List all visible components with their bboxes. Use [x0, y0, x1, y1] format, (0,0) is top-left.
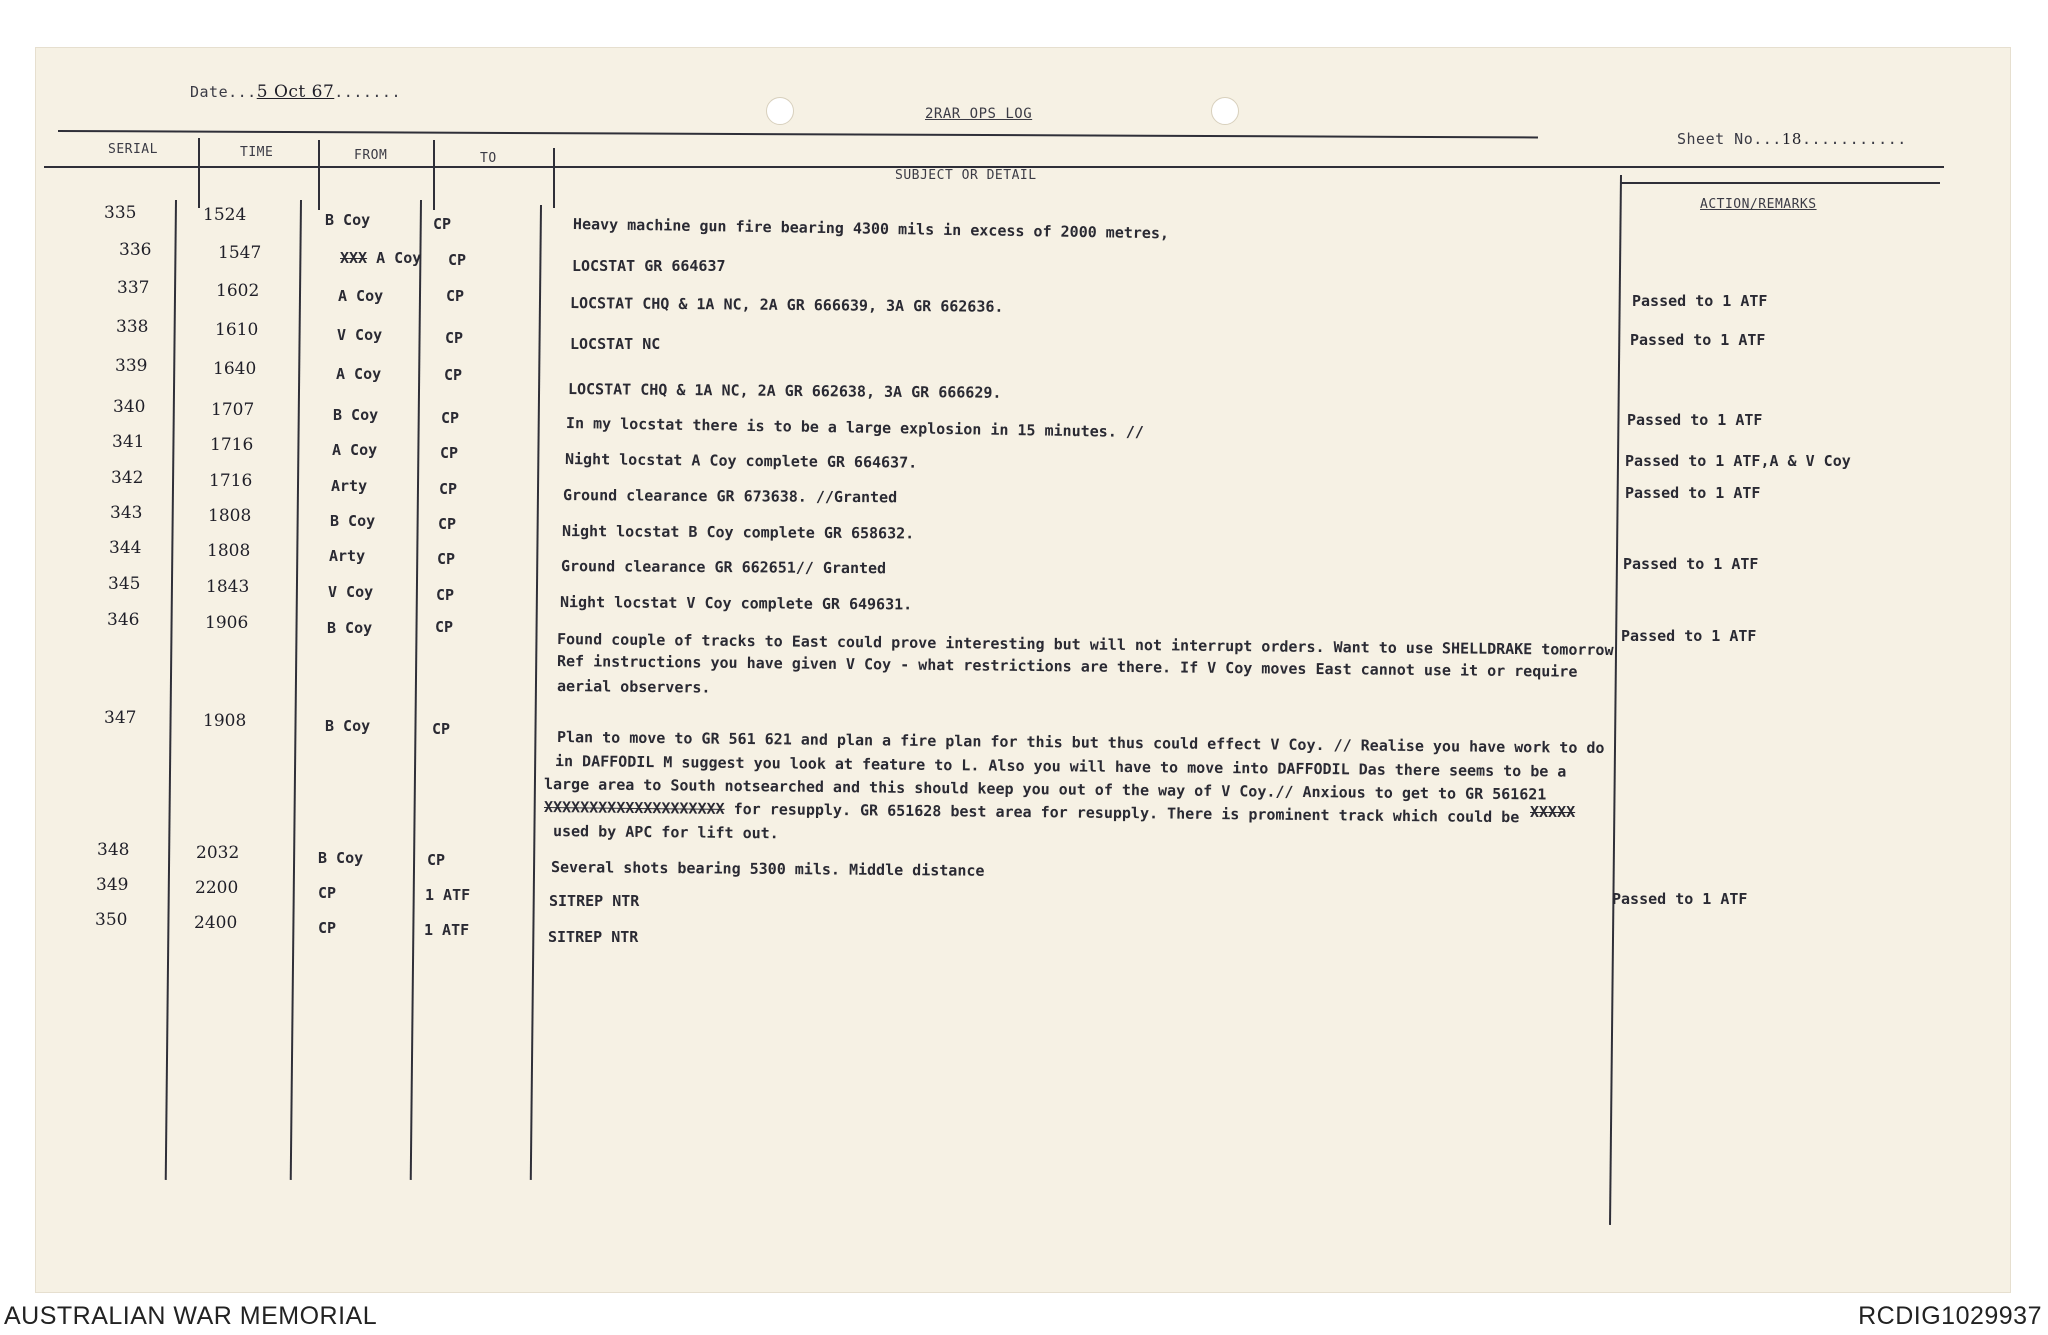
- sheet-label: Sheet No...: [1677, 130, 1782, 148]
- row-serial: 343: [110, 503, 143, 523]
- row-detail-line: In my locstat there is to be a large explosion in 15 minutes. //: [565, 414, 1145, 442]
- footer-institution: AUSTRALIAN WAR MEMORIAL: [4, 1302, 378, 1330]
- row-to: CP: [439, 480, 458, 498]
- row-to: CP: [437, 550, 456, 568]
- row-time: 1716: [209, 471, 253, 491]
- row-detail-line: SITREP NTR: [549, 892, 640, 910]
- row-detail-line: LOCSTAT NC: [570, 335, 661, 353]
- row-serial: 349: [96, 875, 129, 895]
- row-detail-line: LOCSTAT CHQ & 1A NC, 2A GR 662638, 3A GR 666629.: [567, 380, 1002, 402]
- row-from: A Coy: [336, 365, 382, 383]
- row-detail-line: Ref instructions you have given V Coy - what restrictions are there. If V Coy moves East cannot use it or require: [556, 652, 1578, 681]
- row-action: Passed to 1 ATF: [1612, 890, 1748, 908]
- col-header-subject: SUBJECT OR DETAIL: [895, 168, 1037, 183]
- row-detail-line: Heavy machine gun fire bearing 4300 mils in excess of 2000 metres,: [572, 215, 1170, 243]
- row-detail-line: LOCSTAT GR 664637: [572, 257, 726, 275]
- struck-text: XXXXX: [1530, 803, 1576, 821]
- row-time: 1906: [205, 613, 249, 633]
- col-header-time: TIME: [240, 145, 274, 160]
- punch-hole-left: [766, 97, 794, 125]
- row-serial: 346: [107, 610, 140, 630]
- row-detail-line: Night locstat A Coy complete GR 664637.: [564, 450, 918, 472]
- row-serial: 335: [104, 203, 137, 223]
- row-to: CP: [446, 287, 465, 305]
- row-serial: 347: [104, 708, 137, 728]
- col-header-action: ACTION/REMARKS: [1700, 197, 1817, 212]
- row-to: CP: [433, 215, 452, 233]
- row-from: B Coy: [327, 619, 373, 637]
- footer-reference: RCDIG1029937: [1858, 1302, 2042, 1330]
- row-from: B Coy: [330, 512, 376, 530]
- row-time: 1547: [218, 243, 262, 263]
- row-time: 1716: [210, 435, 254, 455]
- date-value: 5 Oct 67: [256, 82, 335, 102]
- row-time: 1640: [213, 359, 257, 379]
- row-serial: 337: [117, 278, 150, 298]
- row-to: 1 ATF: [425, 886, 471, 904]
- row-to: CP: [440, 444, 459, 462]
- col-header-from: FROM: [354, 148, 388, 163]
- row-detail-line: Night locstat B Coy complete GR 658632.: [561, 522, 915, 543]
- row-to: CP: [438, 515, 457, 533]
- row-detail-line: Ground clearance GR 673638. //Granted: [562, 486, 898, 507]
- date-field: [190, 82, 401, 102]
- row-time: 1524: [203, 205, 247, 225]
- row-serial: 339: [115, 356, 148, 376]
- row-to: CP: [427, 851, 446, 869]
- row-to: CP: [445, 329, 464, 347]
- row-detail-line: Found couple of tracks to East could prove interesting but will not interrupt orders. Want to use SHELLDRAKE tomorrow: [556, 630, 1614, 660]
- row-action: Passed to 1 ATF,A & V Coy: [1625, 452, 1851, 470]
- sheet-dots: ...........: [1801, 130, 1907, 148]
- row-time: 1602: [216, 281, 260, 301]
- row-serial: 348: [97, 840, 130, 860]
- row-to: CP: [436, 586, 455, 604]
- col-divider-to: [553, 148, 555, 208]
- row-to: CP: [435, 618, 454, 636]
- row-to: CP: [444, 366, 463, 384]
- row-from: B Coy: [325, 211, 371, 229]
- row-from: A Coy: [332, 441, 378, 459]
- row-from-struck: XXX: [340, 249, 368, 267]
- row-detail-line: LOCSTAT CHQ & 1A NC, 2A GR 666639, 3A GR 662636.: [569, 294, 1004, 316]
- row-time: 1808: [207, 541, 251, 561]
- row-action: Passed to 1 ATF: [1630, 331, 1766, 349]
- row-detail-line: Plan to move to GR 561 621 and plan a fire plan for this but thus could effect V Coy. // Realise you have work to do: [556, 728, 1605, 757]
- row-serial: 336: [119, 240, 152, 260]
- row-detail-text: for resupply. GR 651628 best area for resupply. There is prominent track which could be: [733, 799, 1520, 827]
- col-divider-from: [433, 140, 435, 210]
- row-detail-line: Night locstat V Coy complete GR 649631.: [559, 593, 913, 614]
- row-time: 1610: [215, 320, 259, 340]
- row-from: B Coy: [333, 406, 379, 424]
- page-title: 2RAR OPS LOG: [925, 106, 1033, 122]
- row-action: Passed to 1 ATF: [1623, 555, 1759, 573]
- row-to: CP: [441, 409, 460, 427]
- row-serial: 344: [109, 538, 142, 558]
- punch-hole-right: [1211, 97, 1239, 125]
- row-time: 2200: [195, 878, 239, 898]
- row-to: CP: [432, 720, 451, 738]
- row-detail-line: used by APC for lift out.: [552, 822, 779, 843]
- row-time: 1707: [211, 400, 255, 420]
- row-serial: 345: [108, 574, 141, 594]
- row-detail-line: Ground clearance GR 662651// Granted: [560, 557, 887, 578]
- sheet-number: [1677, 130, 1907, 148]
- row-from: CP: [318, 919, 337, 937]
- row-action: Passed to 1 ATF: [1632, 292, 1768, 310]
- row-to: CP: [448, 251, 467, 269]
- row-detail-line: aerial observers.: [556, 677, 711, 697]
- row-time: 2032: [196, 843, 240, 863]
- row-serial: 341: [112, 432, 145, 452]
- row-serial: 340: [113, 397, 146, 417]
- row-from: B Coy: [325, 717, 371, 735]
- struck-text: XXXXXXXXXXXXXXXXXXXX: [543, 798, 725, 818]
- row-serial: 342: [111, 468, 144, 488]
- row-time: 2400: [194, 913, 238, 933]
- row-from: B Coy: [318, 849, 364, 867]
- date-label: Date...: [190, 83, 257, 101]
- row-from: A Coy: [338, 287, 384, 305]
- col-divider-time: [318, 140, 320, 210]
- row-from: Arty: [331, 477, 368, 495]
- row-from: Arty: [329, 547, 366, 565]
- col-header-serial: SERIAL: [108, 142, 158, 157]
- row-action: Passed to 1 ATF: [1625, 484, 1761, 502]
- sheet-value: 18: [1781, 130, 1802, 148]
- header-rule-action: [1620, 182, 1940, 184]
- date-dots: .......: [334, 83, 401, 101]
- row-from: V Coy: [337, 326, 383, 344]
- row-time: 1808: [208, 506, 252, 526]
- col-header-to: TO: [480, 151, 497, 166]
- row-serial: 338: [116, 317, 149, 337]
- row-detail-line: large area to South notsearched and this should keep you out of the way of V Coy.// Anxious to get to GR 561621: [543, 775, 1547, 804]
- row-from: V Coy: [328, 583, 374, 601]
- row-from: [340, 249, 421, 267]
- row-detail-line: Several shots bearing 5300 mils. Middle distance: [550, 858, 985, 880]
- row-to: 1 ATF: [424, 921, 470, 939]
- row-action: Passed to 1 ATF: [1621, 627, 1757, 645]
- row-from: CP: [318, 884, 337, 902]
- row-serial: 350: [95, 910, 128, 930]
- row-detail-line: SITREP NTR: [548, 928, 639, 946]
- row-time: 1843: [206, 577, 250, 597]
- row-action: Passed to 1 ATF: [1627, 411, 1763, 429]
- row-from-value: A Coy: [376, 249, 422, 267]
- col-divider-serial: [198, 138, 200, 208]
- row-time: 1908: [203, 711, 247, 731]
- row-detail-line: in DAFFODIL M suggest you look at feature to L. Also you will have to move into DAFFODIL Das there seems to be a: [554, 752, 1567, 781]
